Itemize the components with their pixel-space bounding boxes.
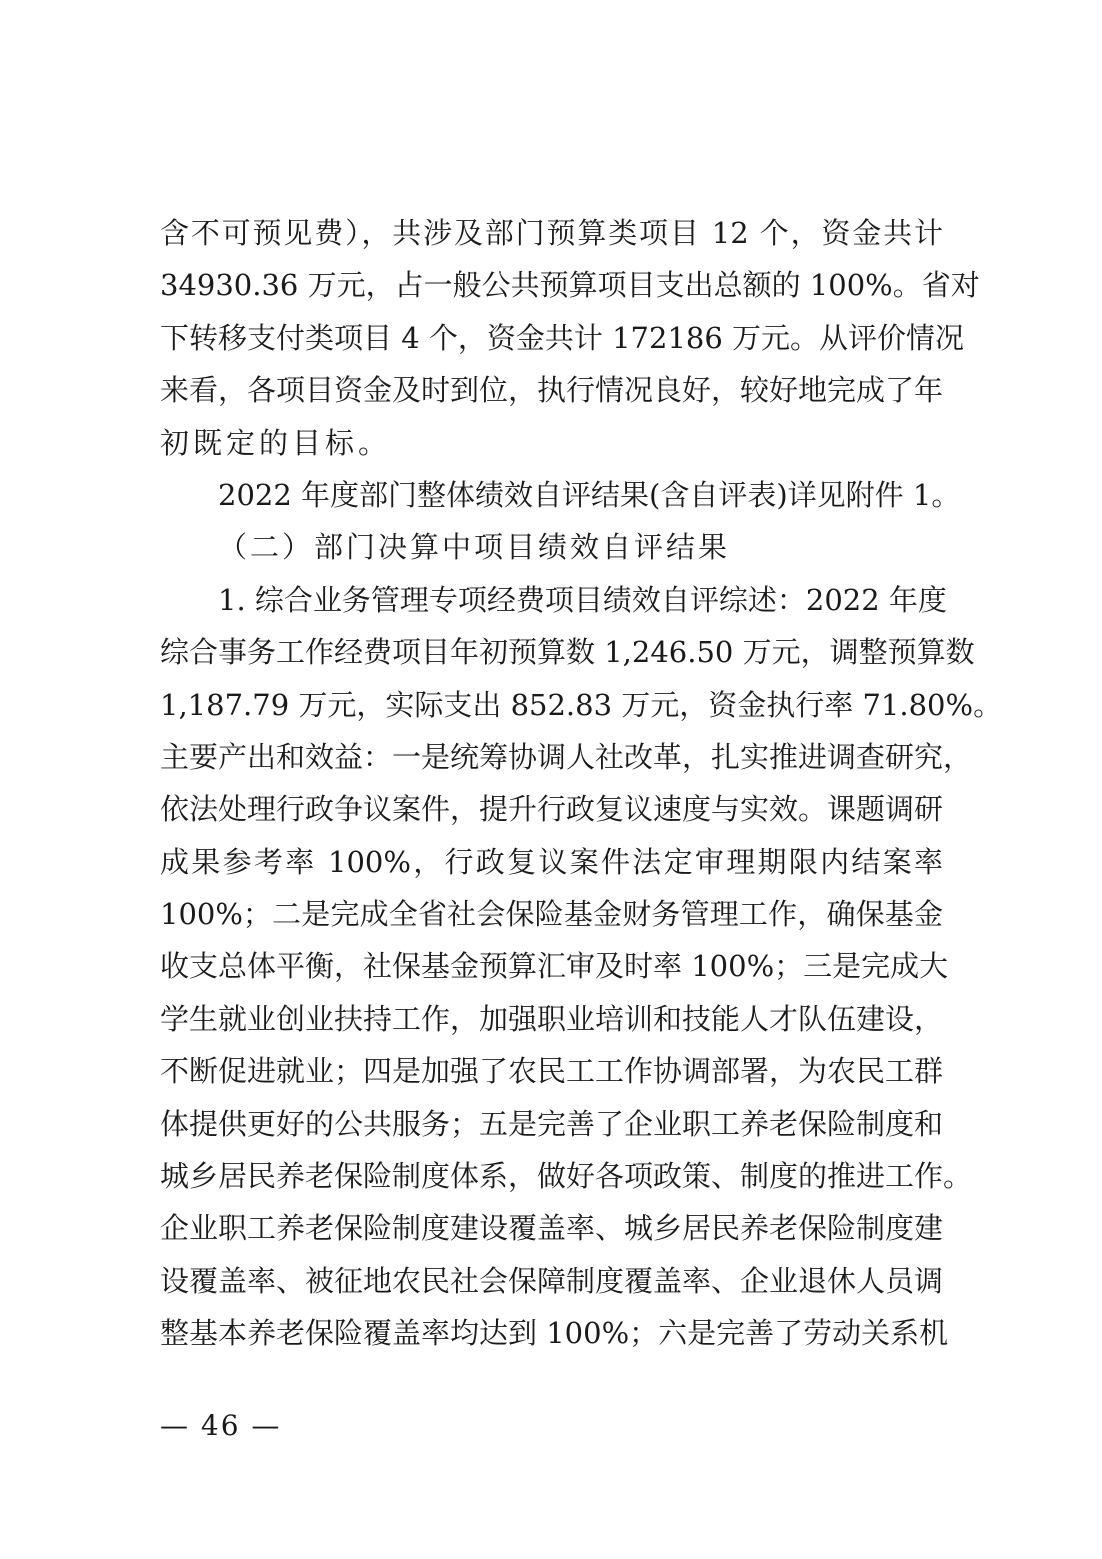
text-line: 1. 综合业务管理专项经费项目绩效自评综述：2022 年度: [218, 582, 947, 617]
text-line: 企业职工养老保险制度建设覆盖率、城乡居民养老保险制度建: [160, 1211, 944, 1246]
section-heading: [160, 525, 943, 577]
page-number: — 46 —: [160, 1409, 282, 1442]
text-line: 收支总体平衡，社保基金预算汇审及时率 100%；三是完成大: [160, 949, 949, 984]
paragraph-project-overview: [160, 211, 980, 473]
text-line: 学生就业创业扶持工作，加强职业培训和技能人才队伍建设，: [160, 1001, 944, 1036]
text-line: 设覆盖率、被征地农民社会保障制度覆盖率、企业退休人员调: [160, 1263, 944, 1298]
text-line: 34930.36 万元，占一般公共预算项目支出总额的 100%。省对: [160, 268, 980, 303]
heading-text: （二）部门决算中项目绩效自评结果: [218, 530, 731, 565]
text-line: 综合事务工作经费项目年初预算数 1,246.50 万元，调整预算数: [160, 635, 975, 670]
text-line: 成果参考率 100%，行政复议案件法定审理期限内结案率: [160, 844, 943, 879]
text-line: 主要产出和效益：一是统筹协调人社改革，扎实推进调查研究，: [160, 739, 973, 774]
text-line: 2022 年度部门整体绩效自评结果(含自评表)详见附件 1。: [218, 477, 961, 512]
text-line: 整基本养老保险覆盖率均达到 100%；六是完善了劳动关系机: [160, 1316, 949, 1351]
text-line: 下转移支付类项目 4 个，资金共计 172186 万元。从评价情况: [160, 320, 965, 355]
text-line: 来看，各项目资金及时到位，执行情况良好，较好地完成了年: [160, 373, 944, 408]
text-line: 城乡居民养老保险制度体系，做好各项政策、制度的推进工作。: [160, 1159, 973, 1194]
paragraph-project-self-evaluation: [160, 578, 1003, 1364]
text-line: 不断促进就业；四是加强了农民工工作协调部署，为农民工群: [160, 1054, 944, 1089]
text-line: 含不可预见费），共涉及部门预算类项目 12 个，资金共计: [160, 216, 943, 250]
text-line: 100%；二是完成全省社会保险基金财务管理工作，确保基金: [160, 897, 943, 932]
paragraph-attachment-reference: [160, 473, 961, 525]
text-line: 体提供更好的公共服务；五是完善了企业职工养老保险制度和: [160, 1106, 944, 1141]
text-line: 1,187.79 万元，实际支出 852.83 万元，资金执行率 71.80%。: [160, 687, 1003, 722]
text-line: 依法处理行政争议案件，提升行政复议速度与实效。课题调研: [160, 792, 944, 827]
text-line: 初既定的目标。: [160, 425, 392, 460]
body-text: [160, 211, 1003, 1364]
